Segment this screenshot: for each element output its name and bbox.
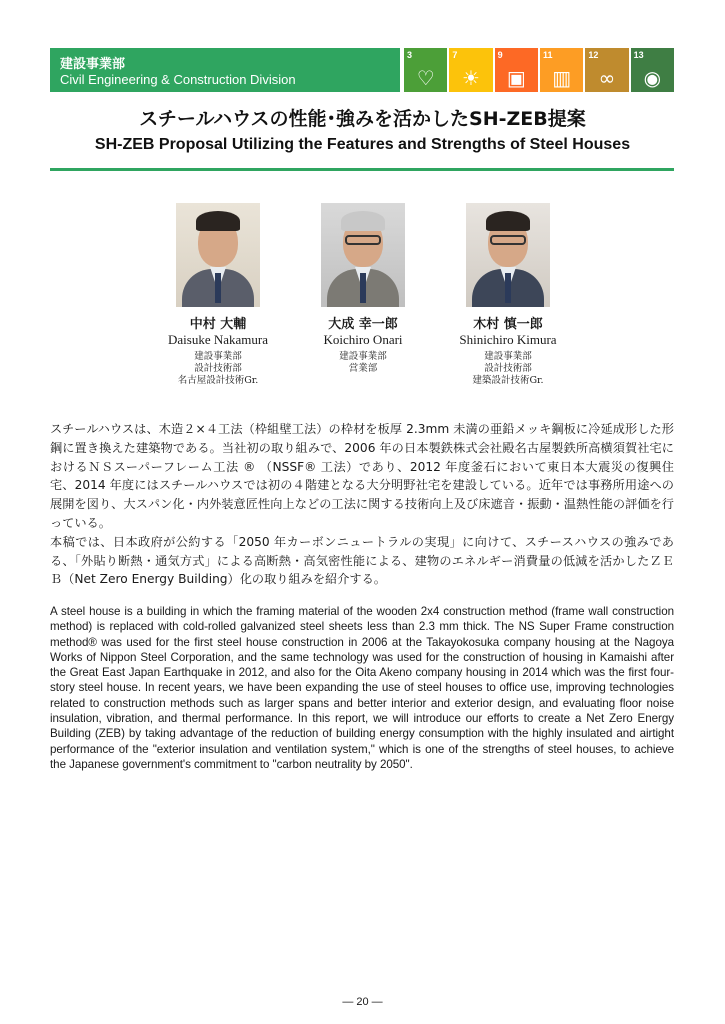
- abstract-jp: [50, 420, 674, 589]
- abstract-en: A steel house is a building in which the framing material of the wooden 2x4 construction method (frame wall construction method) is replaced with cold-rolled galvanized steel sheets less than 2.3 mm thick. The NS Super Frame construction method® was used for the first steel house construction in 2006 at the Takayokosuka company housing at the Nagoya Works of Nippon Steel Corporation, and the same technology was used for the construction of housing in Kamaishi after the Great East Japan Earthquake in 2012, and also for the Oita Akeno company housing in 2014 which was the first four-story steel house. In recent years, we have been expanding the use of steel houses to office use, improving technologies related to construction methods such as larger spans and better interior and exterior design, and evaluating floor noise insulation, vibration, and thermal performance. In this report, we will introduce our efforts to create a Net Zero Energy Building (ZEB) by taking advantage of the reduction of building energy consumption with the highly insulated and airtight performance of the "exterior insulation and ventilation system," which is one of the strengths of steel houses, to achieve the Japanese government's commitment to "carbon neutrality by 2050".: [50, 605, 674, 771]
- industry-innovation-icon: 9 ▣: [495, 48, 538, 92]
- author-card: [288, 203, 438, 375]
- author-name-jp: 中村 大輔: [189, 317, 247, 332]
- author-affiliation: 建設事業部 設計技術部 名古屋設計技術Gr.: [177, 351, 259, 386]
- clean-energy-icon: 7 ☀: [449, 48, 492, 92]
- author-name-jp: 木村 慎一郎: [473, 317, 543, 332]
- author-name-jp: 大成 幸一郎: [328, 317, 398, 332]
- title-divider: [50, 168, 674, 171]
- page-number: ― 20 ―: [342, 996, 383, 1008]
- author-card: [433, 203, 583, 387]
- author-card: [143, 203, 293, 387]
- division-name-en: Civil Engineering & Construction Division: [60, 72, 296, 87]
- author-photo: [176, 203, 260, 307]
- division-name-jp: 建設事業部: [60, 57, 126, 72]
- author-affiliation: 建設事業部 営業部: [339, 351, 387, 374]
- author-affiliation: 建設事業部 設計技術部 建築設計技術Gr.: [472, 351, 544, 386]
- page-title-en: SH-ZEB Proposal Utilizing the Features and Strengths of Steel Houses: [94, 136, 631, 153]
- sdg-icon-row: [404, 48, 674, 92]
- climate-action-icon: 13 ◉: [631, 48, 674, 92]
- author-photo: [466, 203, 550, 307]
- author-name-en: Koichiro Onari: [323, 332, 403, 347]
- abstract-jp-paragraph: 本稿では、日本政府が公約する「2050 年カーボンニュートラルの実現」に向けて、スチースハウスの強みである、「外貼り断熱・通気方式」による高断熱・高気密性能による、建物のエネルギー消費量の低減を活かしたＺＥＢ（Net Zero Energy Building）化の取り組みを紹介する。: [50, 534, 674, 587]
- author-name-en: Daisuke Nakamura: [168, 332, 268, 347]
- abstract-jp-paragraph: スチールハウスは、木造２×４工法（枠組壁工法）の枠材を板厚 2.3mm 未満の亜鉛メッキ鋼板に冷延成形した形鋼に置き換えた建築物である。当社初の取り組みで、2006 年の日本製鉄株式会社殿名古屋製鉄所高横須賀社宅におけるＮＳスーパーフレーム工法 ® （NSSF® 工法）であり、2012 年度釜石において東日本大震災の復興住宅、2014 年度にはスチールハウスでは初の４階建となる大分明野社宅を建設している。近年では事務所用途への展開を図り、大スパン化・内外装意匠性向上などの工法に関する技術向上及び床遮音・振動・温熱性能の評価を行っている。: [50, 422, 674, 530]
- responsible-consumption-icon: 12 ∞: [585, 48, 628, 92]
- page-title-jp: スチールハウスの性能･強みを活かしたSH-ZEB提案: [139, 108, 586, 130]
- division-header-band: [50, 48, 400, 92]
- sustainable-cities-icon: 11 ▥: [540, 48, 583, 92]
- good-health-icon: 3 ♡: [404, 48, 447, 92]
- author-photo: [321, 203, 405, 307]
- author-name-en: Shinichiro Kimura: [459, 332, 557, 347]
